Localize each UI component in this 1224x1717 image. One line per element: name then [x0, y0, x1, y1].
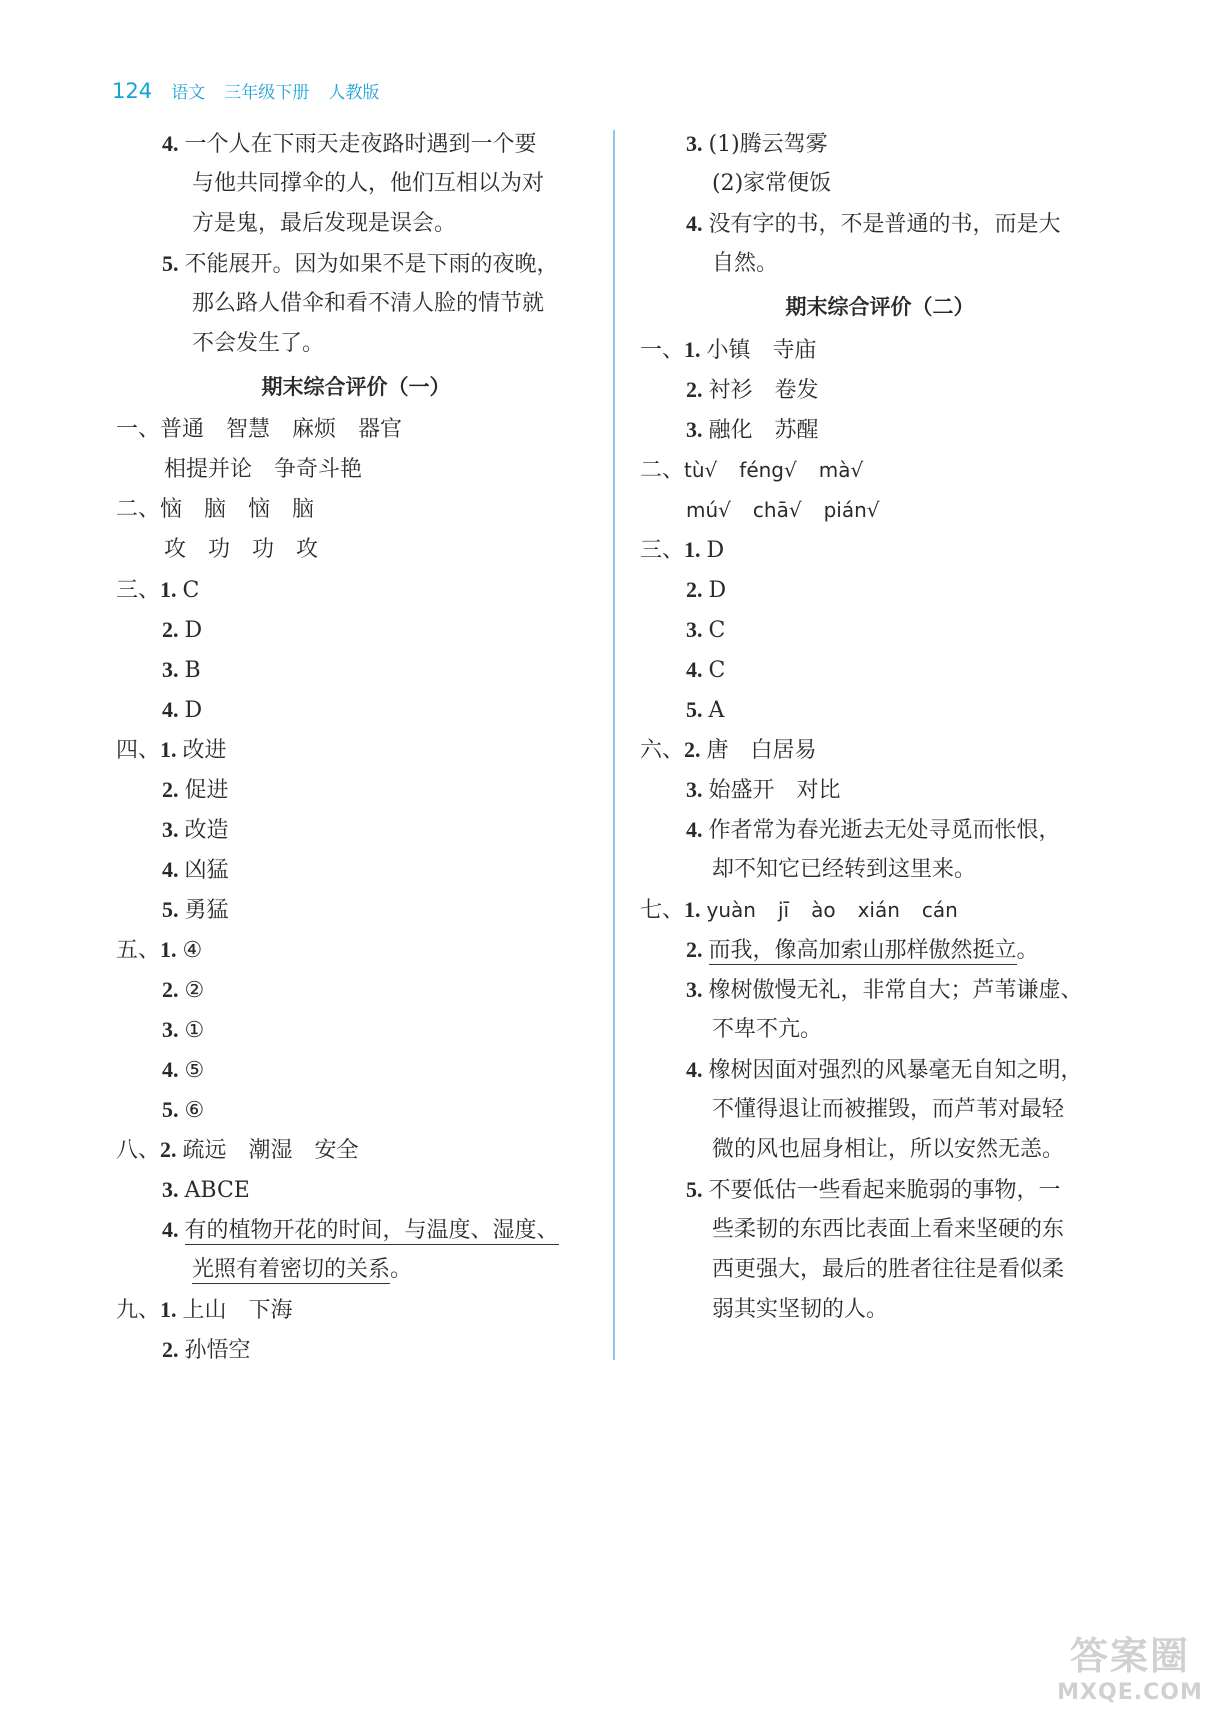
answer-line: 与他共同撑伞的人，他们互相以为对 — [192, 171, 545, 196]
answer-line: 2. 促进 — [162, 777, 229, 803]
answer-line: 2. 而我，像高加索山那样傲然挺立。 — [686, 937, 1039, 963]
answer-line: 弱其实坚韧的人。 — [712, 1297, 889, 1322]
answer-line: 方是鬼，最后发现是误会。 — [192, 211, 457, 236]
answer-line: 九、1. 上山 下海 — [116, 1297, 293, 1323]
answer-line: 二、tù√ féng√ mà√ — [640, 458, 864, 483]
answer-line: 微的风也屈身相让，所以安然无恙。 — [712, 1137, 1065, 1162]
answer-line: 四、1. 改进 — [116, 737, 227, 763]
answer-line: 4. C — [686, 657, 726, 683]
answer-line: 自然。 — [712, 251, 779, 276]
answer-line: 4. 作者常为春光逝去无处寻觅而怅恨， — [686, 817, 1061, 843]
watermark-url: MXQE.COM — [1057, 1680, 1203, 1705]
answer-line: 二、恼 脑 恼 脑 — [116, 497, 315, 522]
answer-line: 却不知它已经转到这里来。 — [712, 857, 977, 882]
underlined-text: 而我，像高加索山那样傲然挺立 — [708, 938, 1017, 963]
answer-line: 2. 孙悟空 — [162, 1337, 251, 1363]
answer-line: 4. D — [162, 697, 203, 723]
page-number: 124 — [112, 79, 153, 103]
answer-line: 4. 一个人在下雨天走夜路时遇到一个要 — [162, 131, 537, 157]
answer-line: 不懂得退让而被摧毁，而芦苇对最轻 — [712, 1097, 1065, 1122]
answer-line: 3. ① — [162, 1017, 205, 1043]
watermark — [1040, 1625, 1220, 1705]
answer-line: 5. A — [686, 697, 725, 723]
answer-line: 七、1. yuàn jī ào xián cán — [640, 897, 958, 923]
answer-line: 5. ⑥ — [162, 1097, 205, 1123]
answer-line: 三、1. D — [640, 537, 725, 563]
answer-line: 攻 功 功 攻 — [164, 537, 319, 562]
answer-line: 3. 橡树傲慢无礼，非常自大；芦苇谦虚、 — [686, 977, 1083, 1003]
answer-line: 那么路人借伞和看不清人脸的情节就 — [192, 291, 545, 316]
answer-line: 不会发生了。 — [192, 331, 325, 356]
answer-line: 2. D — [686, 577, 727, 603]
answer-line: 3. B — [162, 657, 201, 683]
grade-label: 三年级下册 — [224, 83, 310, 103]
watermark-logo: 答案圈 — [1069, 1634, 1190, 1678]
answer-line: 3. C — [686, 617, 726, 643]
answer-line: mú√ chā√ pián√ — [686, 498, 880, 522]
answer-line: (2)家常便饭 — [712, 171, 832, 196]
left-column — [116, 124, 596, 1370]
answer-line: 4. 凶猛 — [162, 857, 229, 883]
answer-line: 三、1. C — [116, 577, 200, 603]
answer-line: 一、1. 小镇 寺庙 — [640, 337, 817, 363]
answer-line: 4. 橡树因面对强烈的风暴毫无自知之明， — [686, 1057, 1083, 1083]
underlined-text: 有的植物开花的时间，与温度、湿度、 — [184, 1218, 559, 1243]
answer-line: 3. (1)腾云驾雾 — [686, 131, 828, 157]
underlined-text: 光照有着密切的关系 — [192, 1257, 391, 1282]
page-header — [112, 78, 393, 103]
answer-line: 一、普通 智慧 麻烦 器官 — [116, 417, 403, 442]
answer-line: 4. 没有字的书，不是普通的书，而是大 — [686, 211, 1061, 237]
answer-line: 3. 始盛开 对比 — [686, 777, 841, 803]
answer-line: 不卑不亢。 — [712, 1017, 823, 1042]
answer-line: 五、1. ④ — [116, 937, 203, 963]
answer-line: 3. 融化 苏醒 — [686, 417, 819, 443]
answer-line: 5. 不要低估一些看起来脆弱的事物，一 — [686, 1177, 1061, 1203]
right-column — [640, 124, 1120, 1330]
answer-line: 4. ⑤ — [162, 1057, 205, 1083]
subject-label: 语文 — [171, 83, 206, 103]
edition-label: 人教版 — [328, 83, 380, 103]
answer-line: 2. ② — [162, 977, 205, 1003]
section-title: 期末综合评价（一） — [261, 375, 451, 399]
answer-line: 4. 有的植物开花的时间，与温度、湿度、 — [162, 1217, 559, 1243]
answer-line: 3. 改造 — [162, 817, 229, 843]
answer-line: 八、2. 疏远 潮湿 安全 — [116, 1137, 359, 1163]
answer-line: 2. D — [162, 617, 203, 643]
answer-line: 相提并论 争奇斗艳 — [164, 457, 363, 482]
answer-line: 光照有着密切的关系。 — [192, 1257, 413, 1282]
answer-line: 西更强大，最后的胜者往往是看似柔 — [712, 1257, 1065, 1282]
answer-line: 3. ABCE — [162, 1177, 250, 1203]
answer-line: 六、2. 唐 白居易 — [640, 737, 817, 763]
answer-line: 2. 衬衫 卷发 — [686, 377, 819, 403]
column-divider — [613, 130, 615, 1360]
answer-line: 5. 勇猛 — [162, 897, 229, 923]
answer-line: 些柔韧的东西比表面上看来坚硬的东 — [712, 1217, 1065, 1242]
answer-line: 5. 不能展开。因为如果不是下雨的夜晚， — [162, 251, 559, 277]
section-title: 期末综合评价（二） — [785, 295, 975, 319]
